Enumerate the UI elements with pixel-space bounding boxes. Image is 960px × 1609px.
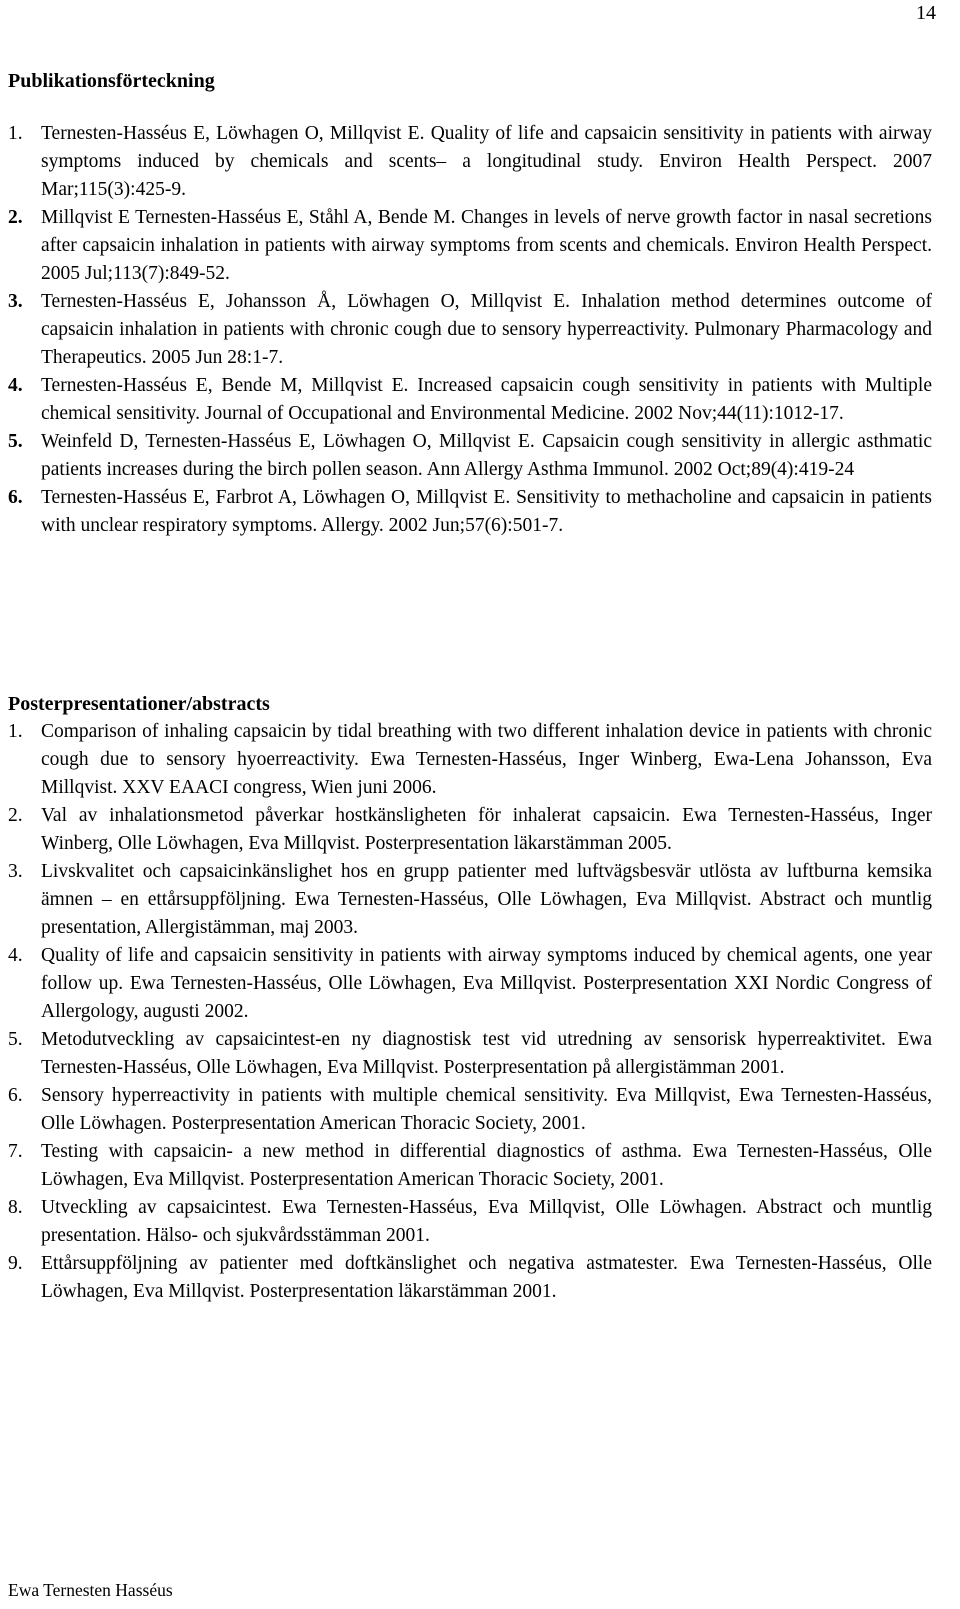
poster-item — [0, 1026, 932, 1082]
poster-number: 9. — [8, 1253, 23, 1274]
poster-text: Ettårsuppföljning av patienter med doftkänslighet och negativa astmatester. Ewa Ternesten-Hasséus, Olle Löwhagen, Eva Millqvist. Posterpresentation läkarstämman 2001. — [41, 1253, 932, 1302]
publication-item — [0, 120, 932, 204]
poster-number: 5. — [8, 1029, 23, 1050]
posters-list — [0, 718, 932, 1306]
page-number: 14 — [916, 2, 936, 24]
poster-number: 6. — [8, 1085, 23, 1106]
publication-number: 6. — [8, 487, 23, 508]
posters-heading: Posterpresentationer/abstracts — [8, 693, 270, 715]
publication-number: 1. — [8, 123, 23, 144]
poster-text: Utveckling av capsaicintest. Ewa Ternesten-Hasséus, Eva Millqvist, Olle Löwhagen. Abstract och muntlig presentation. Hälso- och sjukvårdsstämman 2001. — [41, 1197, 932, 1246]
publication-item — [0, 204, 932, 288]
poster-text: Testing with capsaicin- a new method in differential diagnostics of asthma. Ewa Ternesten-Hasséus, Olle Löwhagen, Eva Millqvist. Posterpresentation American Thoracic Society, 2001. — [41, 1141, 932, 1190]
poster-number: 8. — [8, 1197, 23, 1218]
poster-text: Comparison of inhaling capsaicin by tidal breathing with two different inhalation device in patients with chronic cough due to sensory hyoerreactivity. Ewa Ternesten-Hasséus, Inger Winberg, Ewa-Lena Johansson, Eva Millqvist. XXV EAACI congress, Wien juni 2006. — [41, 721, 932, 798]
poster-item — [0, 718, 932, 802]
publication-number: 5. — [8, 431, 23, 452]
publication-text: Millqvist E Ternesten-Hasséus E, Ståhl A, Bende M. Changes in levels of nerve growth factor in nasal secretions after capsaicin inhalation in patients with airway symptoms from scents and chemicals. Environ Health Perspect. 2005 Jul;113(7):849-52. — [41, 207, 932, 284]
publication-text: Weinfeld D, Ternesten-Hasséus E, Löwhagen O, Millqvist E. Capsaicin cough sensitivity in allergic asthmatic patients increases during the birch pollen season. Ann Allergy Asthma Immunol. 2002 Oct;89(4):419-24 — [41, 431, 932, 480]
publication-text: Ternesten-Hasséus E, Löwhagen O, Millqvist E. Quality of life and capsaicin sensitivity in patients with airway symptoms induced by chemicals and scents– a longitudinal study. Environ Health Perspect. 2007 Mar;115(3):425-9. — [41, 123, 932, 200]
publication-item — [0, 288, 932, 372]
publication-number: 2. — [8, 207, 23, 228]
poster-text: Metodutveckling av capsaicintest-en ny diagnostisk test vid utredning av sensorisk hyperreaktivitet. Ewa Ternesten-Hasséus, Olle Löwhagen, Eva Millqvist. Posterpresentation på allergistämman 2001. — [41, 1029, 932, 1078]
publication-item — [0, 372, 932, 428]
footer-author: Ewa Ternesten Hasséus — [8, 1580, 173, 1600]
poster-number: 2. — [8, 805, 23, 826]
poster-text: Livskvalitet och capsaicinkänslighet hos en grupp patienter med luftvägsbesvär utlösta av luftburna kemsika ämnen – en ettårsuppföljning. Ewa Ternesten-Hasséus, Olle Löwhagen, Eva Millqvist. Abstract och muntlig presentation, Allergistämman, maj 2003. — [41, 861, 932, 938]
poster-item — [0, 1082, 932, 1138]
publication-text: Ternesten-Hasséus E, Bende M, Millqvist E. Increased capsaicin cough sensitivity in patients with Multiple chemical sensitivity. Journal of Occupational and Environmental Medicine. 2002 Nov;44(11):1012-17. — [41, 375, 932, 424]
publication-number: 4. — [8, 375, 23, 396]
poster-item — [0, 1138, 932, 1194]
publication-item — [0, 484, 932, 540]
poster-item — [0, 802, 932, 858]
publications-heading: Publikationsförteckning — [8, 70, 215, 92]
poster-item — [0, 942, 932, 1026]
poster-number: 7. — [8, 1141, 23, 1162]
poster-item — [0, 1250, 932, 1306]
publication-item — [0, 428, 932, 484]
poster-item — [0, 858, 932, 942]
poster-item — [0, 1194, 932, 1250]
poster-number: 1. — [8, 721, 23, 742]
poster-number: 3. — [8, 861, 23, 882]
publication-number: 3. — [8, 291, 23, 312]
poster-text: Sensory hyperreactivity in patients with multiple chemical sensitivity. Eva Millqvist, Ewa Ternesten-Hasséus, Olle Löwhagen. Posterpresentation American Thoracic Society, 2001. — [41, 1085, 932, 1134]
publication-text: Ternesten-Hasséus E, Johansson Å, Löwhagen O, Millqvist E. Inhalation method determines outcome of capsaicin inhalation in patients with chronic cough due to sensory hyperreactivity. Pulmonary Pharmacology and Therapeutics. 2005 Jun 28:1-7. — [41, 291, 932, 368]
poster-text: Val av inhalationsmetod påverkar hostkänsligheten för inhalerat capsaicin. Ewa Ternesten-Hasséus, Inger Winberg, Olle Löwhagen, Eva Millqvist. Posterpresentation läkarstämman 2005. — [41, 805, 932, 854]
poster-text: Quality of life and capsaicin sensitivity in patients with airway symptoms induced by chemical agents, one year follow up. Ewa Ternesten-Hasséus, Olle Löwhagen, Eva Millqvist. Posterpresentation XXI Nordic Congress of Allergology, augusti 2002. — [41, 945, 932, 1022]
publications-list — [0, 120, 932, 540]
poster-number: 4. — [8, 945, 23, 966]
publication-text: Ternesten-Hasséus E, Farbrot A, Löwhagen O, Millqvist E. Sensitivity to methacholine and capsaicin in patients with unclear respiratory symptoms. Allergy. 2002 Jun;57(6):501-7. — [41, 487, 932, 536]
